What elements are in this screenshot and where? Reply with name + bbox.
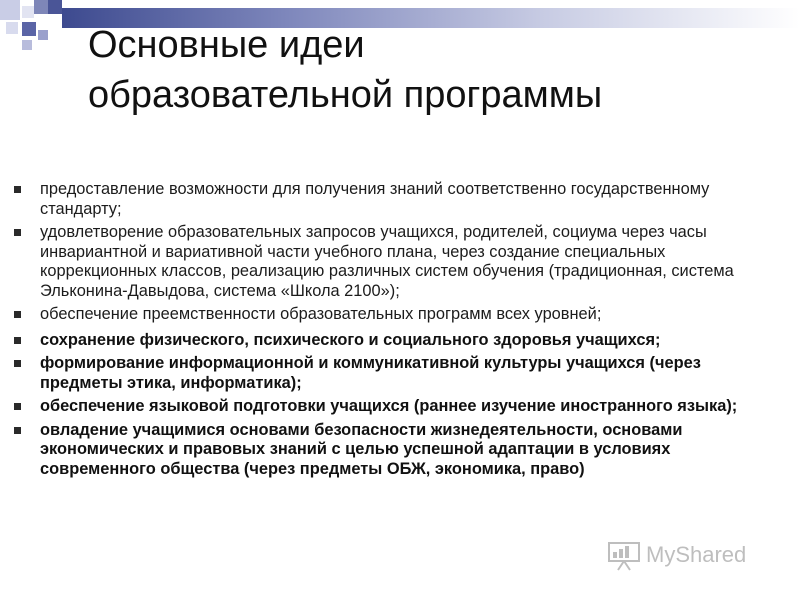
square-bullet-icon (14, 427, 21, 434)
bullet-item (12, 354, 772, 393)
square-bullet-icon (14, 186, 21, 193)
presentation-board-icon (606, 540, 642, 572)
square-bullet-icon (14, 360, 21, 367)
bullet-text: овладение учащимися основами безопасности жизнедеятельности, основами экономических и правовых знаний с целью успешной адаптации в условиях современного общества (через предметы ОБЖ, экономика, право) (40, 420, 683, 478)
square-bullet-icon (14, 311, 21, 318)
bullet-item (12, 397, 772, 417)
deco-square (38, 30, 48, 40)
bullet-text: предоставление возможности для получения знаний соответственно государственному стандарту; (40, 180, 710, 218)
deco-square (0, 0, 20, 20)
watermark-text: MyShared (646, 542, 747, 567)
bullet-item (12, 223, 772, 301)
square-bullet-icon (14, 229, 21, 236)
deco-square (22, 40, 32, 50)
deco-square (6, 22, 18, 34)
bullet-text: обеспечение преемственности образовательных программ всех уровней; (40, 305, 602, 323)
bullet-item (12, 180, 772, 219)
deco-square (22, 6, 34, 18)
bullet-text: сохранение физического, психического и социального здоровья учащихся; (40, 330, 661, 349)
deco-square (22, 22, 36, 36)
bullet-item (12, 421, 772, 480)
bullet-list (12, 180, 772, 483)
slide-title-line-1: Основные идеи (88, 24, 365, 66)
square-bullet-icon (14, 337, 21, 344)
deco-square (34, 0, 48, 14)
slide-title (88, 20, 778, 120)
bullet-text: формирование информационной и коммуникативной культуры учащихся (через предметы этика, информатика); (40, 354, 701, 392)
deco-square (48, 0, 62, 14)
bullet-item (12, 305, 772, 325)
slide-title-line-2: образовательной программы (88, 74, 603, 116)
bullet-text: удовлетворение образовательных запросов учащихся, родителей, социума через часы инвариантной и вариативной части учебного плана, через создание специальных коррекционных классов, реализацию различных систем обучения (традиционная, система Эльконина-Давыдова, система «Школа 2100»); (40, 223, 734, 300)
bullet-item (12, 331, 772, 351)
bullet-text: обеспечение языковой подготовки учащихся (раннее изучение иностранного языка); (40, 397, 738, 415)
myshared-watermark (606, 540, 776, 572)
square-bullet-icon (14, 403, 21, 410)
